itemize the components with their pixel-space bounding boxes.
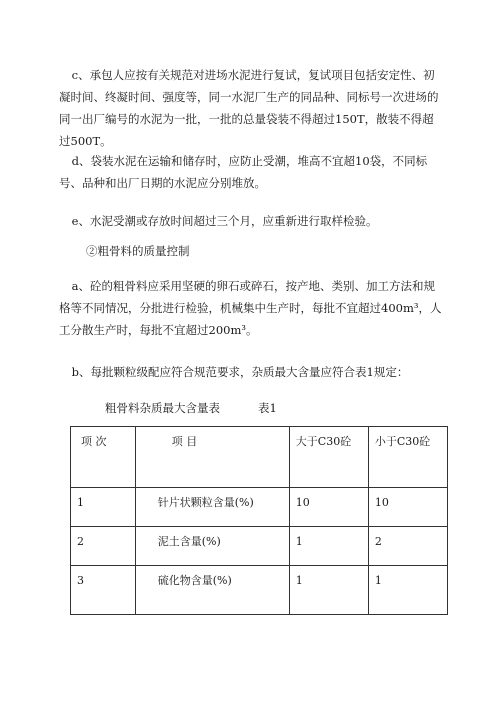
- table-row: [71, 527, 448, 566]
- cell-item: 针片状颗粒含量(%): [135, 488, 289, 527]
- cell-gt-c30: 10: [289, 488, 368, 527]
- aggregate-impurity-table: [70, 426, 448, 615]
- cell-lt-c30: 10: [368, 488, 447, 527]
- table-caption-title: 粗骨料杂质最大含量表: [105, 401, 220, 415]
- paragraph-a: a、砼的粗骨料应采用坚硬的卵石或碎石，按产地、类别、加工方法和规格等不同情况，分批进行检验，机械集中生产时，每批不宜超过400m³，人工分散生产时，每批不宜超过200m³。: [59, 279, 442, 337]
- cell-item: 泥土含量(%): [135, 527, 289, 566]
- cell-item: 硫化物含量(%): [135, 566, 289, 615]
- paragraph-c: c、承包人应按有关规范对进场水泥进行复试，复试项目包括安定性、初凝时间、终凝时间、强度等，同一水泥厂生产的同品种、同标号一次进场的同一出厂编号的水泥为一批，一批的总量袋装不得超过150T，散装不得超过500T。: [59, 68, 439, 148]
- paragraph-d: d、袋装水泥在运输和储存时，应防止受潮，堆高不宜超10袋，不同标号、品种和出厂日期的水泥应分别堆放。: [59, 154, 428, 190]
- cell-gt-c30: 1: [289, 566, 368, 615]
- cell-lt-c30: 1: [368, 566, 447, 615]
- section-heading: ②粗骨料的质量控制: [86, 244, 190, 258]
- header-cell-gt-c30: 大于C30砼: [289, 427, 368, 488]
- table-row: [71, 566, 448, 615]
- header-cell-no: 项 次: [71, 427, 136, 488]
- header-cell-item: 项 目: [135, 427, 289, 488]
- table-row: [71, 488, 448, 527]
- cell-gt-c30: 1: [289, 527, 368, 566]
- table-caption-number: 表1: [258, 401, 277, 415]
- cell-no: 1: [71, 488, 136, 527]
- header-cell-lt-c30: 小于C30砼: [368, 427, 447, 488]
- paragraph-b: b、每批颗粒级配应符合规范要求，杂质最大含量应符合表1规定：: [71, 365, 409, 379]
- cell-lt-c30: 2: [368, 527, 447, 566]
- table-caption: [105, 397, 277, 419]
- cell-no: 3: [71, 566, 136, 615]
- paragraph-e: e、水泥受潮或存放时间超过三个月，应重新进行取样检验。: [71, 214, 378, 228]
- table-header-row: [71, 427, 448, 488]
- cell-no: 2: [71, 527, 136, 566]
